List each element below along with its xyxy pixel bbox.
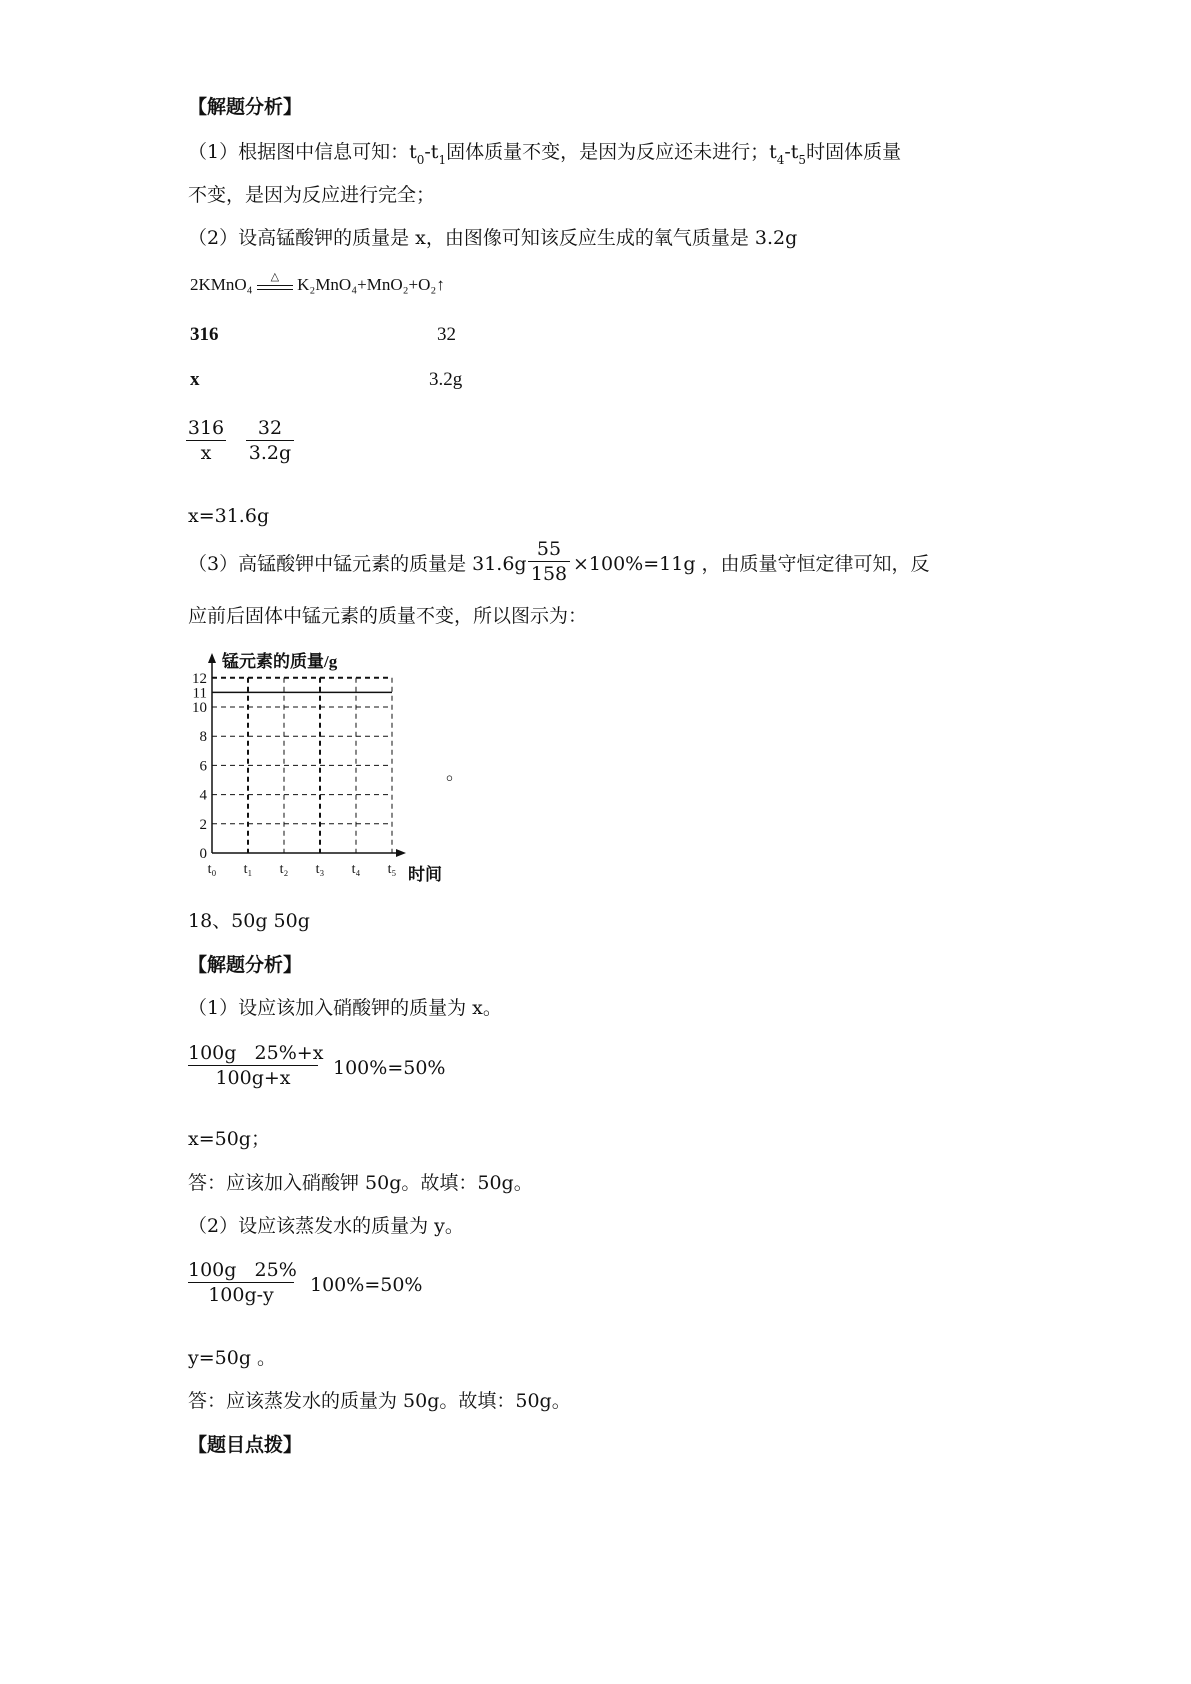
y-axis-arrow (208, 653, 216, 663)
x-tick-label: t₅ (387, 862, 397, 877)
heading-tips: 【题目点拨】 (188, 1434, 303, 1456)
y-tick-label: 6 (199, 758, 207, 775)
fraction-316-over-x: 316 x (187, 417, 225, 464)
y-tick-label: 2 (199, 816, 207, 833)
answer-1: 答：应该加入硝酸钾 50g。故填：50g。 (188, 1172, 533, 1194)
heading-analysis: 【解题分析】 (188, 96, 303, 118)
manganese-mass-chart (185, 645, 455, 890)
paragraph-3-part-b: ×100%=11g ，由质量守恒定律可知，反 (573, 553, 930, 575)
x-tick-label: t₀ (207, 862, 217, 877)
x-axis-title: 时间 (408, 865, 442, 884)
y-tick-label: 10 (192, 700, 207, 716)
y-tick-label: 4 (199, 787, 207, 804)
ratio-row-1-a: 316 (190, 324, 219, 345)
ratio-row-2-b: 3.2g (429, 369, 463, 390)
paragraph-3-line2: 应前后固体中锰元素的质量不变，所以图示为： (188, 605, 588, 627)
x-tick-label: t₂ (279, 862, 289, 877)
answer-2: 答：应该蒸发水的质量为 50g。故填：50g。 (188, 1390, 571, 1412)
heading-analysis-2: 【解题分析】 (188, 954, 303, 976)
paragraph-1: （1）根据图中信息可知：$t_0-t_1$固体质量不变，是因为反应还未进行；$t_4-t_5$时固体质量 (188, 141, 902, 167)
paragraph-2-1: （1）设应该加入硝酸钾的质量为 x。 (188, 997, 502, 1019)
y-tick-label: 11 (192, 685, 207, 702)
result-y: y=50g 。 (188, 1347, 277, 1369)
answer-18: 18、50g 50g (188, 910, 310, 932)
x-tick-label: t₃ (315, 862, 325, 877)
chart-trailing-period: 。 (446, 762, 466, 784)
x-tick-label: t₄ (351, 862, 361, 877)
fraction-55-over-158: 55 158 (528, 537, 570, 586)
paragraph-2-2: （2）设应该蒸发水的质量为 y。 (188, 1215, 464, 1237)
fraction-32-over-3.2g: 32 3.2g (246, 416, 294, 465)
y-tick-label: 12 (192, 670, 207, 687)
result-x-2: x=50g； (188, 1128, 270, 1150)
x-tick-label: t₁ (243, 862, 253, 877)
y-tick-label: 0 (199, 846, 207, 862)
equation-1-rhs: 100%=50% (333, 1057, 446, 1079)
ratio-row-2-a: x (190, 369, 200, 390)
result-x: x=31.6g (188, 505, 270, 527)
paragraph-1-line2: 不变，是因为反应进行完全； (188, 184, 436, 206)
y-tick-label: 8 (199, 729, 207, 746)
equation-2-fraction: 100g 25% 100g-y (188, 1259, 297, 1306)
x-axis-arrow (396, 849, 406, 857)
equation-1-fraction: 100g 25%+x 100g+x (188, 1042, 324, 1089)
ratio-row-1-b: 32 (437, 324, 456, 345)
equation-2-rhs: 100%=50% (310, 1274, 423, 1296)
chemical-equation: 2KMnO₄ △ K₂MnO₄+MnO₂+O₂↑ (190, 271, 445, 294)
paragraph-2: （2）设高锰酸钾的质量是 x，由图像可知该反应生成的氧气质量是 3.2g (188, 227, 798, 249)
paragraph-3-part-a: （3）高锰酸钾中锰元素的质量是 31.6g (188, 553, 527, 575)
y-axis-title: 锰元素的质量/g (222, 652, 338, 671)
